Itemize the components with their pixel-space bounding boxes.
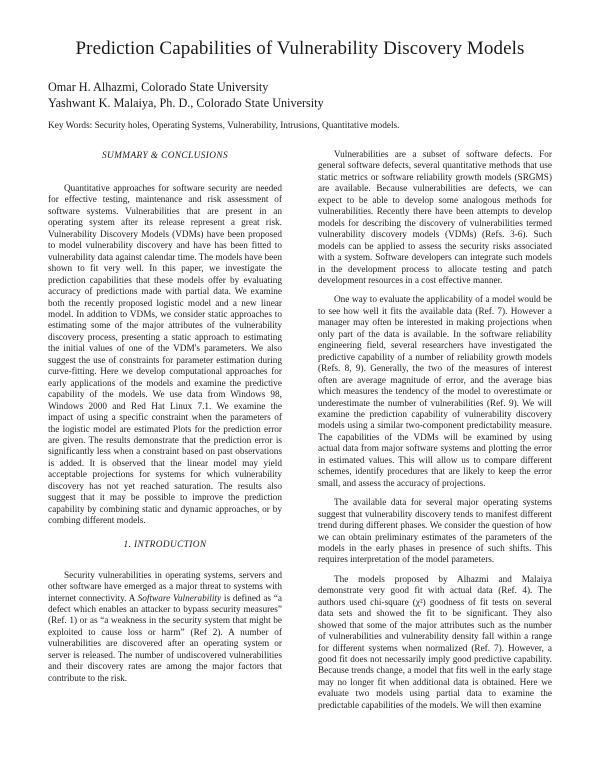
author-2: Yashwant K. Malaiya, Ph. D., Colorado State University [48,95,324,110]
author-1: Omar H. Alhazmi, Colorado State University [48,80,269,94]
paper-title: Prediction Capabilities of Vulnerability Discovery Models [75,38,525,59]
body-paragraph-4: The models proposed by Alhazmi and Malaiya demonstrate very good fit with actual data (Ref. 4). The authors used chi-square (χ²) goodness of fit tests on several data sets and showed the fit to be significant. They also showed that some of the major attributes such as the number of vulnerabilities and vulnerability density fall within a range for different systems when normalized (Ref. 7). However, a good fit does not necessarily imply good predictive capability. Because trends change, a model that fits well in the early stage may no longer fit when additional data is obtained. Here we evaluate two models using partial data to examine the predictable capabilities of the models. We will then examine [318,574,552,711]
keywords-line: Key Words: Security holes, Operating Systems, Vulnerability, Intrusions, Quantitative models. [48,121,400,131]
body-paragraph-2: One way to evaluate the applicability of a model would be to see how well it fits the available data (Ref. 7). However a manager may often be interested in making projections when only part of the data is available. In the software reliability engineering field, several researchers have investigated the predictive capability of a number of reliability growth models (Refs. 8, 9). Generally, the two of the measures of interest often are average magnitude of error, and the average bias which measures the tendency of the model to overestimate or underestimate the number of vulnerabilities (Ref. 9). We will examine the prediction capability of vulnerability discovery models using a similar two-component predictability measure. The capabilities of the VDMs will be examined by using actual data from major software systems and plotting the error in estimated values. This will allow us to compare different schemes, identify procedures that are likely to keep the error small, and assess the accuracy of projections. [318,295,552,489]
body-paragraph-1: Vulnerabilities are a subset of software defects. For general software defects, several quantitative methods that use static metrics or software reliability growth models (SRGMS) are available. Because vulnerabilities are defects, we can expect to be able to develop some analogous methods for vulnerabilities. Recently there have been attempts to develop models for describing the discovery of vulnerabilities termed vulnerability discovery models (VDMs) (Refs. 3-6). Such models can be applied to assess the security risks associated with a system. Software developers can integrate such models in the development process to allocate testing and patch development resources in a cost effective manner. [318,150,552,286]
author-list [48,80,324,111]
abstract-paragraph: Quantitative approaches for software security are needed for effective testing, maintenance and risk assessment of software systems. Vulnerabilities that are present in an operating system after its release represent a great risk. Vulnerability Discovery Models (VDMs) have been proposed to model vulnerability discovery and have has been fitted to vulnerability data against calendar time. The models have been shown to fit very well. In this paper, we investigate the prediction capabilities that these models offer by evaluating accuracy of predictions made with partial data. We examine both the recently proposed logistic model and a new linear model. In addition to VDMs, we consider static approaches to estimating some of the major attributes of the vulnerability discovery process, presenting a static approach to estimating the initial values of one of the VDM's parameters. We also suggest the use of constraints for parameter estimation during curve-fitting. Here we develop computational approaches for early applications of the models and examine the predictive capability of the models. We use data from Windows 98, Windows 2000 and Red Hat Linux 7.1. We examine the impact of using a specific constraint when the parameters of the logistic model are estimated Plots for the prediction error are given. The results demonstrate that the prediction error is significantly less when a constraint based on past observations is added. It is observed that the linear model may yield acceptable projections for systems for which vulnerability discovery has not yet reached saturation. The results also suggest that it may be possible to improve the prediction capability by combining static and dynamic approaches, or by combing different models. [48,184,282,527]
body-paragraph-3: The available data for several major operating systems suggest that vulnerability discovery tends to manifest different trend during different phases. We consider the question of how we can obtain preliminary estimates of the parameters of the models in the early phases in presence of such shifts. This requires interpretation of the model parameters. [318,498,552,566]
summary-heading: SUMMARY & CONCLUSIONS [102,151,228,161]
intro-text-end: is defined as “a defect which enables an attacker to bypass security measures” (Ref. 1) or as “a weakness in the security system that might be exploited to cause loss or harm” (Ref 2). A number of vulnerabilities are discovered after an operating system or server is released. The number of undiscovered vulnerabilities and their discovery rates are among the major factors that contribute to the risk. [48,593,283,684]
introduction-heading: 1. INTRODUCTION [123,539,207,550]
right-column [318,150,552,712]
intro-text-start: Security vulnerabilities in operating systems, servers and other software have emerged as a major threat to systems with internet connectivity. A [48,570,282,604]
introduction-paragraph [48,571,282,686]
intro-emphasis: Software Vulnerability [137,593,222,604]
left-column [48,150,282,685]
